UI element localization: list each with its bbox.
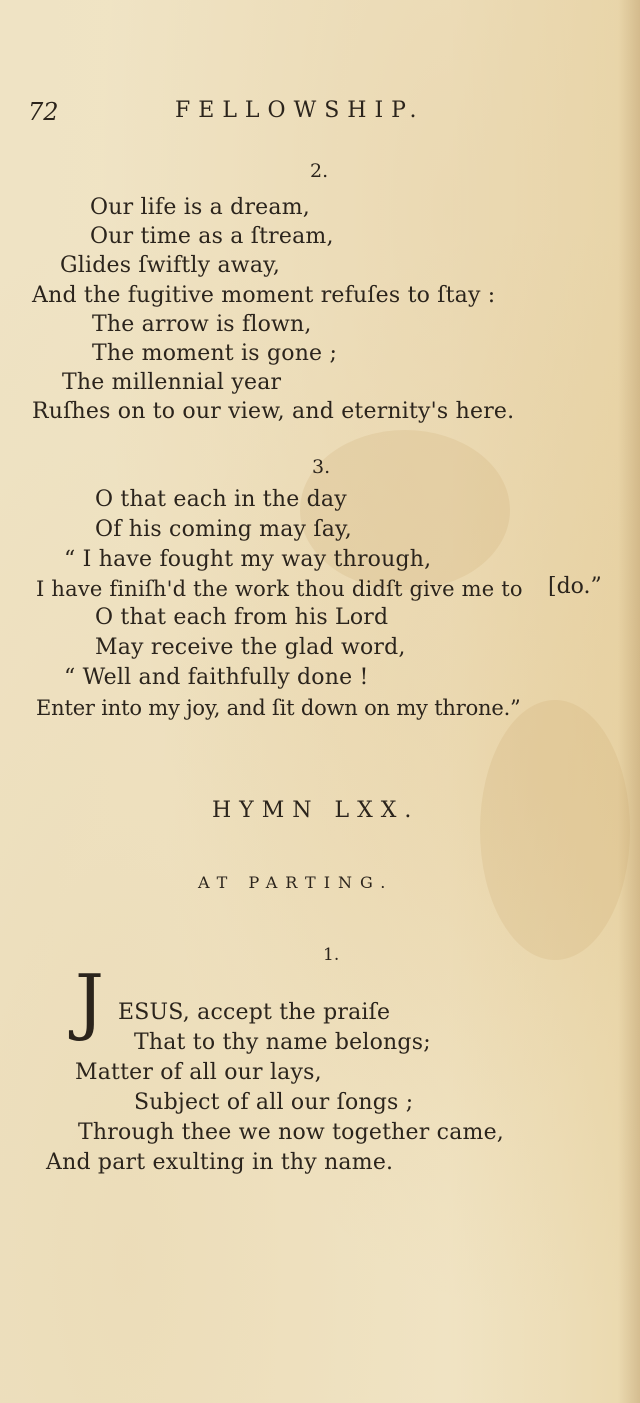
verse-line: I have finiſh'd the work thou didſt give me to [36, 577, 523, 601]
verse-line: Subject of all our ſongs ; [134, 1090, 414, 1115]
stanza-number: 1. [323, 945, 340, 965]
stanza-number: 3. [312, 456, 331, 478]
verse-line: That to thy name belongs; [134, 1030, 431, 1055]
verse-line: May receive the glad word, [95, 635, 406, 660]
verse-line: The moment is gone ; [92, 341, 338, 366]
hymn-title: HYMN LXX. [212, 798, 420, 823]
verse-line: ESUS, accept the praiſe [118, 1000, 391, 1025]
verse-line: Glides ſwiftly away, [60, 253, 281, 278]
drop-cap-letter: J [75, 959, 104, 1043]
verse-line: Our life is a dream, [90, 195, 310, 220]
verse-line: Of his coming may ſay, [95, 517, 352, 542]
verse-line: Matter of all our lays, [75, 1060, 322, 1085]
verse-line: And part exulting in thy name. [46, 1150, 394, 1175]
bracket-continuation: [do.” [548, 574, 602, 599]
verse-line: And the fugitive moment refuſes to ſtay : [32, 283, 496, 308]
stanza-number: 2. [310, 160, 329, 182]
verse-line: Our time as a ſtream, [90, 224, 334, 249]
running-title: FELLOWSHIP. [175, 98, 425, 123]
verse-line: O that each in the day [95, 487, 347, 512]
paper-stain [480, 700, 630, 960]
verse-line: “ Well and faithfully done ! [64, 665, 369, 690]
verse-line: Ruſhes on to our view, and eternity's here. [32, 399, 515, 424]
verse-line: Enter into my joy, and ſit down on my throne.” [36, 696, 521, 720]
verse-line: O that each from his Lord [95, 605, 389, 630]
hymn-subtitle: AT PARTING. [198, 873, 394, 892]
page-number: 72 [28, 98, 59, 126]
page-edge-shadow [618, 0, 640, 1403]
verse-line: The millennial year [62, 370, 282, 395]
verse-line: Through thee we now together came, [78, 1120, 504, 1145]
verse-line: “ I have fought my way through, [64, 547, 432, 572]
verse-line: The arrow is flown, [92, 312, 312, 337]
